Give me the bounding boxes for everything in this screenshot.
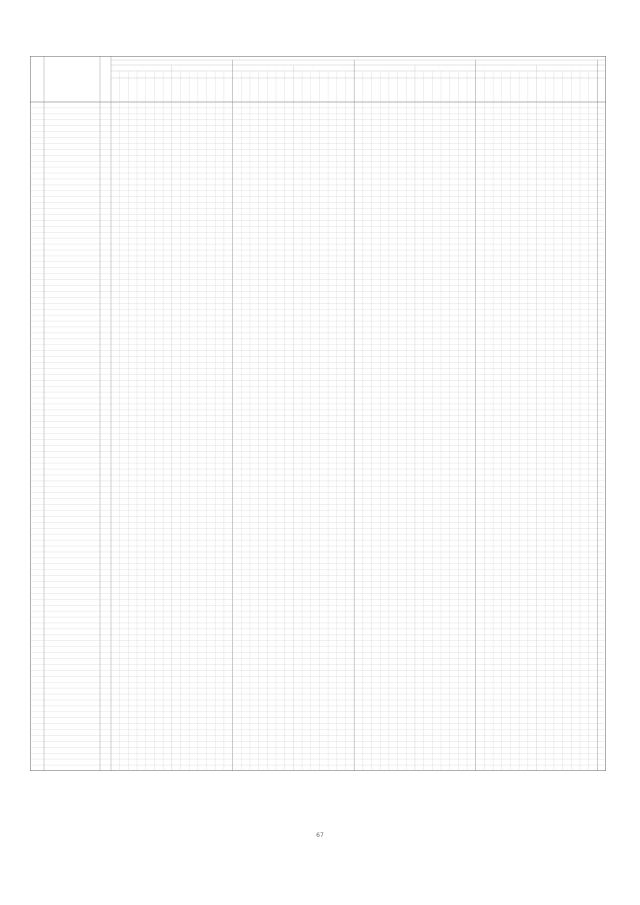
- table-border: [30, 56, 605, 770]
- statistics-table-grid: [30, 56, 606, 771]
- page-number: 67: [316, 832, 324, 839]
- statistics-table: [30, 56, 606, 771]
